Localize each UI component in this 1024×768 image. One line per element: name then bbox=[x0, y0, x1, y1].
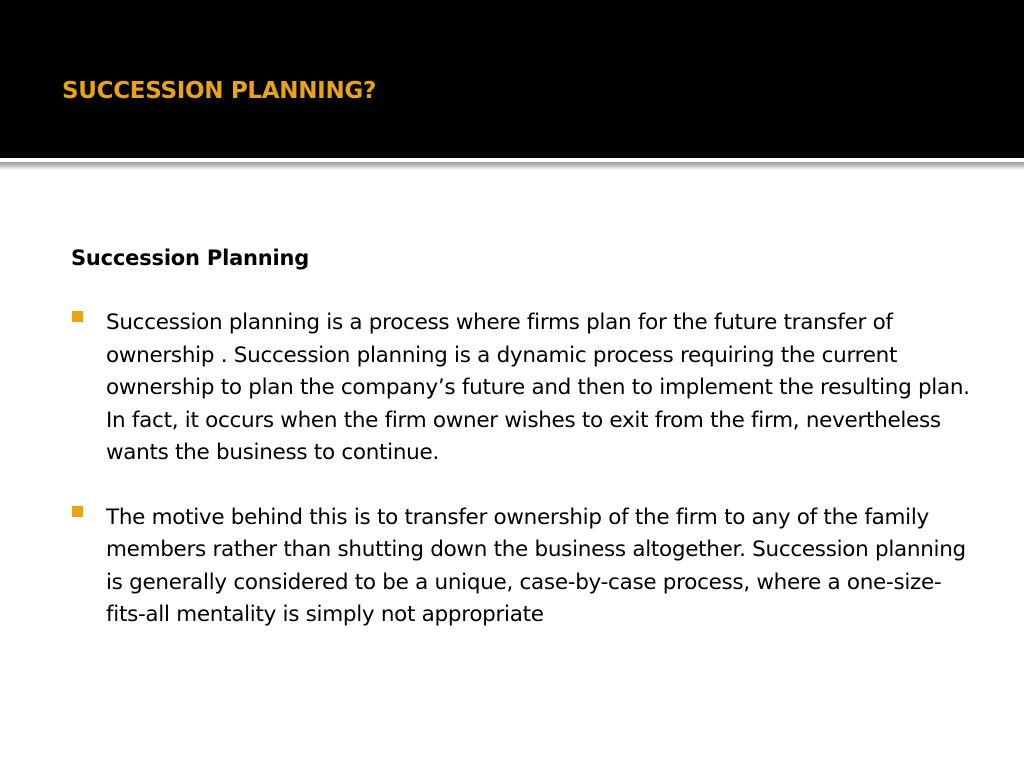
bullet-item bbox=[71, 307, 971, 470]
bullet-text: Succession planning is a process where firms plan for the future transfer of ownership . Succession planning is a dynamic process requiring the current ownership to plan the company’s future and then to implement the resulting plan. In fact, it occurs when the firm owner wishes to exit from the firm, nevertheless wants the business to continue. bbox=[106, 310, 970, 465]
bullet-item bbox=[71, 502, 971, 632]
square-bullet-icon bbox=[72, 311, 83, 322]
slide-content bbox=[71, 242, 971, 632]
square-bullet-icon bbox=[72, 506, 83, 517]
title-divider bbox=[0, 158, 1024, 170]
bullet-list bbox=[71, 307, 971, 632]
slide-title: SUCCESSION PLANNING? bbox=[62, 78, 377, 104]
title-bar bbox=[0, 0, 1024, 158]
bullet-text: The motive behind this is to transfer ownership of the firm to any of the family members rather than shutting down the business altogether. Succession planning is generally considered to be a unique, case-by-case process, where a one-size-fits-all mentality is simply not appropriate bbox=[106, 504, 966, 627]
section-heading: Succession Planning bbox=[71, 246, 310, 270]
